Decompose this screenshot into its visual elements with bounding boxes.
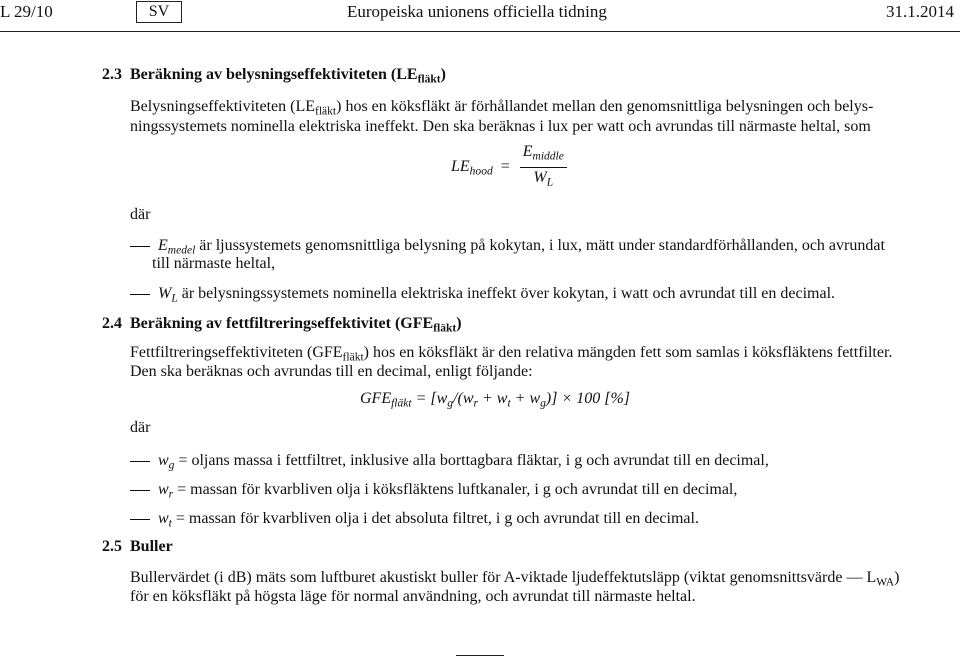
dash-bullet [130, 490, 150, 491]
section-2-3-title: Beräkning av belysningseffektiviteten $(LE_{fläkt})$ [130, 66, 446, 86]
definition-item: $W_L$ är belysningssystemets nominella elektriska ineffekt över kokytan, i watt och avrundat till en decimal. [130, 284, 835, 309]
section-2-3-paragraph-line1: Belysningseffektiviteten $(LE_{fläkt})$ hos en köksfläkt är förhållandet mellan den genomsnittliga belysningen och belys- [130, 98, 874, 118]
section-2-5-paragraph-line1: Bullervärdet (i dB) mäts som luftburet akustiskt buller för A-viktade ljudeffektutsläpp (viktat genomsnittsvärde — $L_{WA}$) [130, 569, 900, 589]
section-2-3-number: 2.3 [102, 66, 122, 83]
definition-item-continuation: till närmaste heltal, [152, 255, 276, 272]
section-2-4-paragraph-line1: Fettfiltreringseffektiviteten $(GFE_{fläkt})$ hos en köksfläkt är den relativa mängden fett som samlas i köksfläktens fettfilter. [130, 344, 893, 364]
header-rule [0, 31, 960, 32]
definition-item: $w_r$ = massan för kvarbliven olja i köksfläktens luftkanaler, i g och avrundat till en decimal, [130, 480, 737, 505]
section-2-3-where: där [130, 206, 151, 223]
definition-item: $w_t$ = massan för kvarbliven olja i det absoluta filtret, i g och avrundat till en decimal. [130, 509, 699, 534]
language-code-box: SV [136, 1, 182, 23]
footer-rule [456, 655, 504, 656]
dash-bullet [130, 246, 150, 247]
grease-filter-formula: $GFE_{fläkt} = [w_g/(w_r + w_t + w_g)] \times 100$ [%] [360, 390, 631, 410]
section-2-4-number: 2.4 [102, 315, 122, 332]
section-2-5-title: Buller [130, 538, 173, 555]
section-2-5-paragraph-line2: för en köksfläkt på högsta läge för normal användning, och avrundat till närmaste heltal. [130, 588, 696, 605]
formula-fraction [520, 142, 567, 192]
journal-title: Europeiska unionens officiella tidning [347, 2, 607, 21]
formula-numerator: $E_{middle}$ [520, 142, 567, 168]
publication-date: 31.1.2014 [886, 2, 954, 21]
dash-bullet [130, 294, 150, 295]
section-2-5-number: 2.5 [102, 538, 122, 555]
dash-bullet [130, 461, 150, 462]
definition-item: $w_g$ = oljans massa i fettfiltret, inklusive alla borttagbara fläktar, i g och avrundat till en decimal, [130, 451, 769, 476]
formula-denominator: $W_L$ [533, 168, 554, 189]
page-reference: L 29/10 [0, 2, 53, 21]
definition-item: $E_{medel}$ är ljussystemets genomsnittliga belysning på kokytan, i lux, mätt under standardförhållanden, och avrundat [130, 236, 885, 261]
dash-bullet [130, 519, 150, 520]
section-2-4-where: där [130, 419, 151, 436]
section-2-3-paragraph-line2: ningssystemets nominella elektriska ineffekt. Den ska beräknas i lux per watt och avrundas till närmaste heltal, som [130, 118, 871, 135]
section-2-4-paragraph-line2: Den ska beräknas och avrundas till en decimal, enligt följande: [130, 363, 533, 380]
section-2-4-title: Beräkning av fettfiltreringseffektivitet $(GFE_{fläkt})$ [130, 315, 462, 335]
lighting-efficiency-formula: $LE_{hood}$ = $\frac{E_{middle}}{W_L}$ [451, 142, 567, 192]
